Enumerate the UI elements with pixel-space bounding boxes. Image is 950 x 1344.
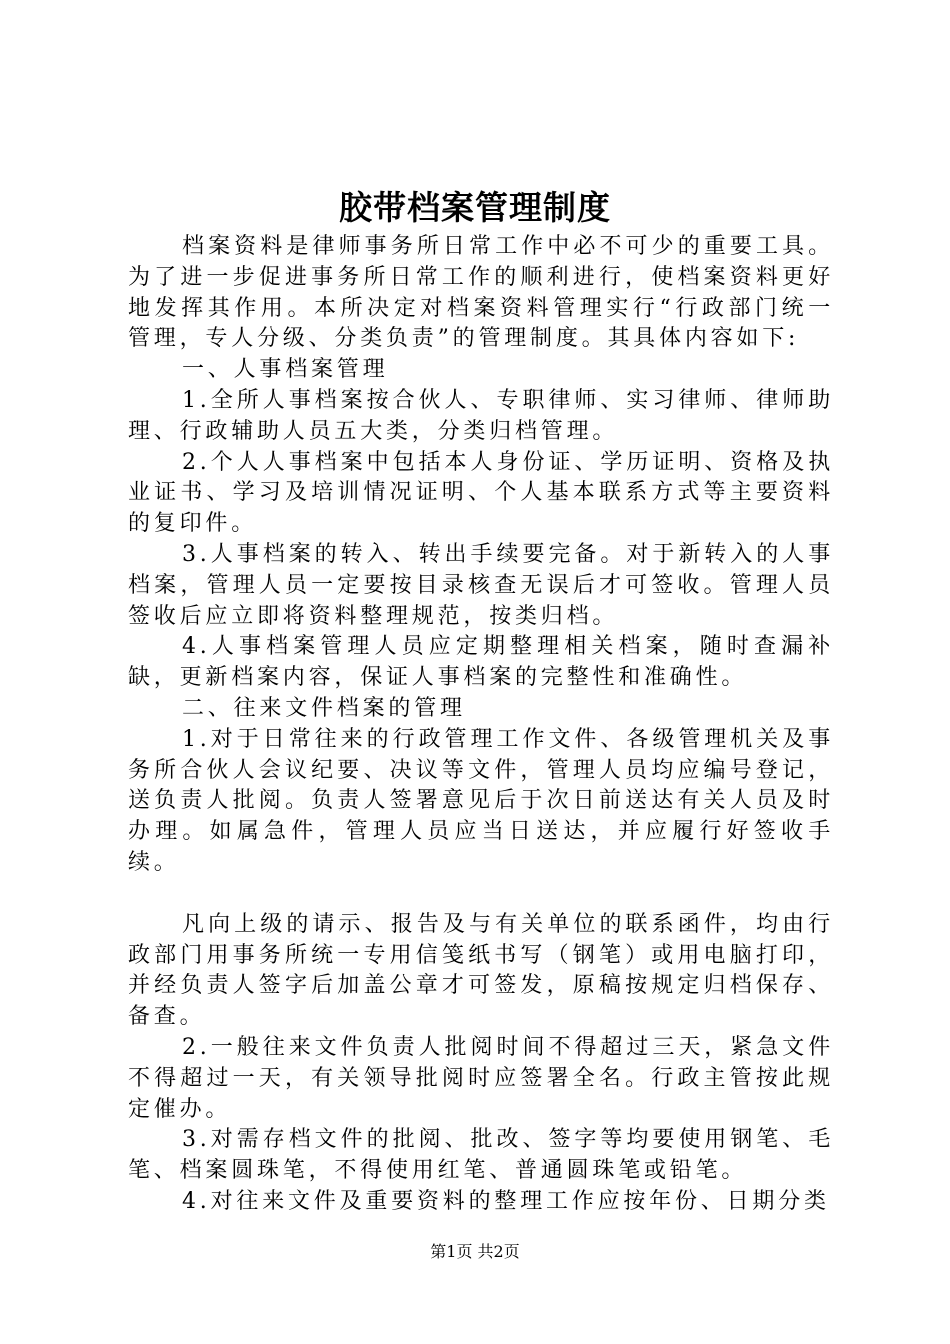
paragraph-personnel-2: 2.个人人事档案中包括本人身份证、学历证明、资格及执业证书、学习及培训情况证明、个人基本联系方式等主要资料的复印件。 xyxy=(128,449,834,537)
document-title: 胶带档案管理制度 xyxy=(339,188,611,227)
paragraph-correspondence-3: 3.对需存档文件的批阅、批改、签字等均要使用钢笔、毛笔、档案圆珠笔，不得使用红笔、普通圆珠笔或铅笔。 xyxy=(128,1127,834,1184)
paragraph-personnel-3: 3.人事档案的转入、转出手续要完备。对于新转入的人事档案，管理人员一定要按目录核查无误后才可签收。管理人员签收后应立即将资料整理规范，按类归档。 xyxy=(128,541,834,629)
section-heading-correspondence: 二、往来文件档案的管理 xyxy=(182,695,466,721)
paragraph-personnel-4: 4.人事档案管理人员应定期整理相关档案，随时查漏补缺，更新档案内容，保证人事档案的完整性和准确性。 xyxy=(128,634,834,691)
paragraph-correspondence-2: 2.一般往来文件负责人批阅时间不得超过三天，紧急文件不得超过一天，有关领导批阅时应签署全名。行政主管按此规定催办。 xyxy=(128,1034,834,1122)
section-heading-personnel: 一、人事档案管理 xyxy=(182,357,389,383)
paragraph-correspondence-4: 4.对往来文件及重要资料的整理工作应按年份、日期分类 xyxy=(182,1188,830,1214)
paragraph-correspondence-1: 1.对于日常往来的行政管理工作文件、各级管理机关及事务所合伙人会议纪要、决议等文件，管理人员均应编号登记，送负责人批阅。负责人签署意见后于次日前送达有关人员及时办理。如属急件，管理人员应当日送达，并应履行好签收手续。 xyxy=(128,726,834,875)
page-footer: 第1页 共2页 xyxy=(430,1242,520,1261)
paragraph-intro: 档案资料是律师事务所日常工作中必不可少的重要工具。为了进一步促进事务所日常工作的顺利进行，使档案资料更好地发挥其作用。本所决定对档案资料管理实行“行政部门统一管理，专人分级、分类负责”的管理制度。其具体内容如下: xyxy=(128,234,834,352)
paragraph-correspondence-note: 凡向上级的请示、报告及与有关单位的联系函件，均由行政部门用事务所统一专用信笺纸书写（钢笔）或用电脑打印，并经负责人签字后加盖公章才可签发，原稿按规定归档保存、备查。 xyxy=(128,911,834,1030)
document-body xyxy=(128,232,834,1218)
paragraph-personnel-1: 1.全所人事档案按合伙人、专职律师、实习律师、律师助理、行政辅助人员五大类，分类归档管理。 xyxy=(128,387,834,444)
